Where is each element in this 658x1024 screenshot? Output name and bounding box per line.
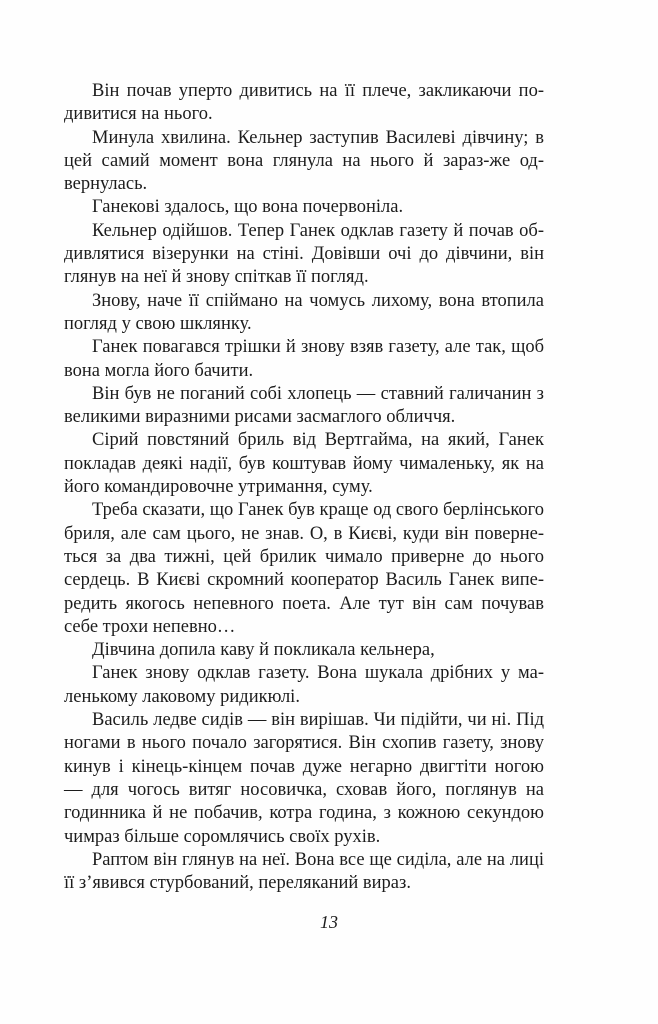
page-body [64, 80, 544, 895]
paragraph: Він почав уперто дивитись на її плече, закликаючи подивитися на нього. [64, 81, 544, 125]
paragraph: Минула хвилина. Кельнер заступив Василеві дівчину; в цей самий момент вона глянула на нього й зараз-же одвернулась. [64, 127, 544, 195]
paragraph: Василь ледве сидів — він вирішав. Чи підійти, чи ні. Під ногами в нього почало загорятися. Він схопив газету, знову кинув і кінець-кінцем почав дуже негарно двигтіти ногою — для чогось витяг носовичка, сховав його, поглянув на годинника й не побачив, котра година, з кожною секундою чимраз більше соромлячись своїх рухів. [64, 710, 544, 847]
paragraph: Він був не поганий собі хлопець — ставний галичанин з великими виразними рисами засмаглого обличчя. [64, 383, 544, 428]
paragraph: Сірий повстяний бриль від Вертгайма, на який, Ганек покладав деякі надії, був коштував йому чималеньку, як на його командировочне утримання, суму. [64, 430, 544, 498]
paragraph: Кельнер одійшов. Тепер Ганек одклав газету й почав обдивлятися візерунки на стіні. Довівши очі до дівчини, він глянув на неї й знову спіткав її погляд. [64, 220, 544, 288]
paragraph: Знову, наче її спіймано на чомусь лихому, вона втопила погляд у свою шклянку. [64, 290, 544, 334]
page-number: 13 [320, 912, 338, 932]
paragraph: Треба сказати, що Ганек був краще од свого берлінського бриля, але сам цього, не знав. О, в Києві, куди він повернеться за два тижні, цей брилик чимало приверне до нього сердець. В Києві скромний кооператор Василь Ганек випередить якогось непевного поета. Але тут він сам почував себе трохи непевно… [64, 500, 544, 637]
paragraph: Ганек повагався трішки й знову взяв газету, але так, щоб вона могла його бачити. [64, 337, 544, 381]
paragraph: Раптом він глянув на неї. Вона все ще сиділа, але на лиці її з’явився стурбований, переляканий вираз. [64, 849, 544, 894]
paragraph: Дівчина допила каву й покликала кельнера, [92, 640, 435, 661]
paragraph: Ганекові здалось, що вона почервоніла. [92, 197, 404, 218]
paragraph: Ганек знову одклав газету. Вона шукала дрібних у маленькому лаковому ридикюлі. [64, 663, 544, 707]
